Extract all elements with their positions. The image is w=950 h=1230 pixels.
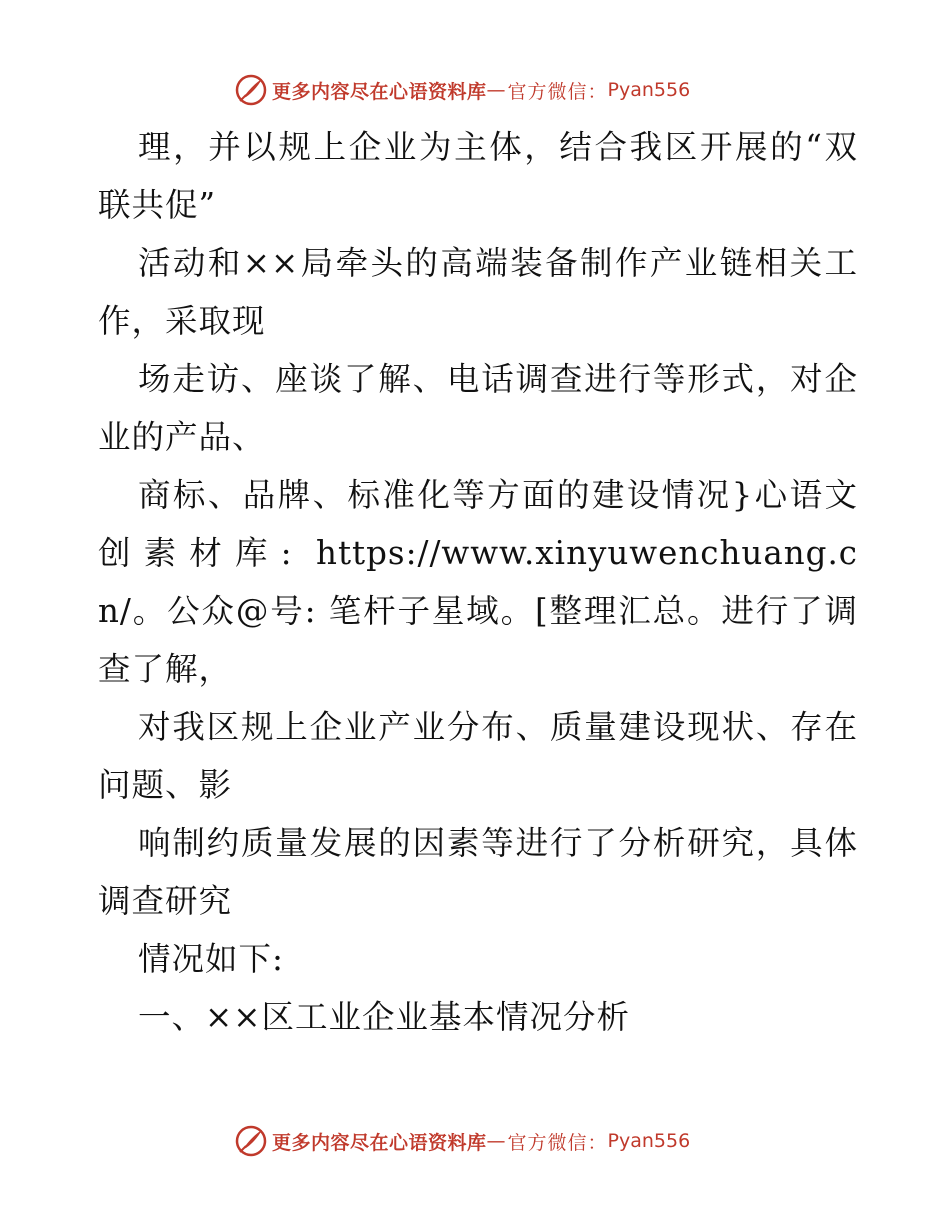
paragraph: 活动和××局牵头的高端装备制作产业链相关工作，采取现: [98, 244, 858, 340]
section-heading: 一、××区工业企业基本情况分析: [138, 998, 630, 1036]
paragraph: 商标、品牌、标准化等方面的建设情况}心语文创素材库: https://www.xinyuwenchuang.cn/。公众@号: 笔杆子星域。[整理汇总。进行了调查了解，: [98, 476, 858, 688]
watermark-text: 更多内容尽在心语资料库: [272, 1131, 487, 1154]
paragraph: 响制约质量发展的因素等进行了分析研究，具体调查研究: [98, 824, 858, 920]
paragraph: 情况如下:: [138, 940, 284, 978]
watermark-dash: —: [486, 1130, 506, 1152]
paragraph: 理，并以规上企业为主体，结合我区开展的“双联共促”: [98, 128, 858, 224]
document-body: [98, 118, 858, 1046]
paragraph: 场走访、座谈了解、电话调查进行等形式，对企业的产品、: [98, 360, 858, 456]
watermark-label: 官方微信：: [507, 80, 608, 103]
watermark-label: 官方微信：: [507, 1131, 608, 1154]
watermark-dash: —: [486, 79, 506, 101]
footer-watermark: [234, 1124, 714, 1158]
header-watermark: [234, 73, 714, 107]
feather-pen-logo-icon: [234, 1124, 268, 1158]
watermark-wechat-id: Pyan556: [607, 79, 691, 101]
watermark-wechat-id: Pyan556: [607, 1130, 691, 1152]
watermark-text: 更多内容尽在心语资料库: [272, 80, 487, 103]
paragraph: 对我区规上企业产业分布、质量建设现状、存在问题、影: [98, 708, 858, 804]
feather-pen-logo-icon: [234, 73, 268, 107]
